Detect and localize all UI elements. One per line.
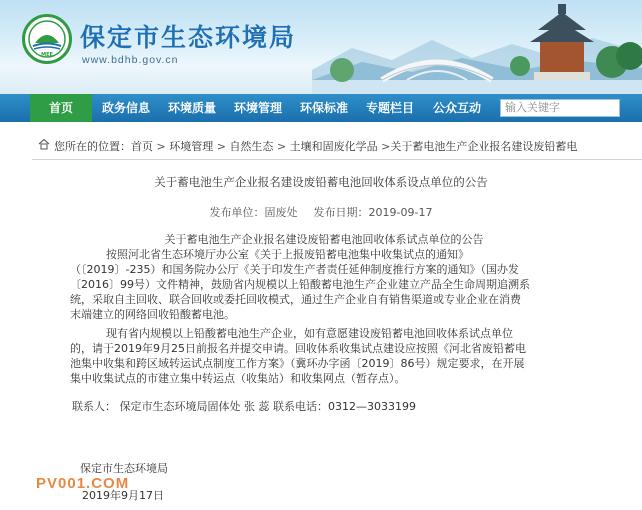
article-body <box>70 232 578 386</box>
breadcrumb-separator: > <box>381 140 391 153</box>
breadcrumb-separator: > <box>276 140 287 153</box>
nav-item-environment-quality[interactable]: 环境质量 <box>167 101 216 115</box>
publish-date: 发布日期：2019-09-17 <box>313 206 433 219</box>
breadcrumb-item-soil[interactable]: 土壤和固废化学品 <box>289 140 378 153</box>
breadcrumb-prefix: 您所在的位置： <box>54 140 131 153</box>
banner-scenery <box>312 0 642 94</box>
search-input[interactable]: 输入关键字 <box>500 99 620 117</box>
watermark: PV001.COM <box>36 475 130 492</box>
site-title: 保定市生态环境局 <box>80 23 297 52</box>
paragraph-line: （〔2019〕-235）和国务院办公厅《关于印发生产者责任延伸制度推行方案的通知》（国办发 <box>70 263 519 276</box>
signature-org: 保定市生态环境局 <box>80 462 168 475</box>
nav-item-home[interactable]: 首页 <box>30 94 92 122</box>
site-logo[interactable] <box>22 14 72 64</box>
article-title: 关于蓄电池生产企业报名建设废铅蓄电池回收体系设点单位的公告 <box>154 175 488 189</box>
nav-item-public-interaction[interactable]: 公众互动 <box>432 101 481 115</box>
paragraph-line: 末端建立的网络回收铅酸蓄电池。 <box>70 308 235 321</box>
breadcrumb-separator: > <box>216 140 226 153</box>
paragraph-line: 池集中收集和跨区域转运试点制度工作方案》（冀环办字函〔2019〕86号）规定要求，在开展 <box>70 357 525 370</box>
main-nav <box>0 94 642 122</box>
svg-text:MEE: MEE <box>41 52 53 58</box>
breadcrumb-divider <box>32 159 642 160</box>
paragraph-line: 按照河北省生态环境厅办公室《关于上报废铅蓄电池集中收集试点的通知》 <box>106 248 469 261</box>
article-meta <box>0 204 642 220</box>
paragraph-line: 的，请于2019年9月25日前报名并提交申请。回收体系收集试点建设应按照《河北省废铅蓄电 <box>70 342 526 355</box>
breadcrumb-item-home[interactable]: 首页 <box>131 140 153 153</box>
publish-unit: 发布单位：固废处 <box>209 206 298 219</box>
signature-date: 2019年9月17日 <box>82 489 164 502</box>
nav-item-special-topics[interactable]: 专题栏目 <box>365 101 414 115</box>
breadcrumb <box>0 134 642 158</box>
nav-item-government-info[interactable]: 政务信息 <box>101 101 150 115</box>
article-heading: 关于蓄电池生产企业报名建设废铅蓄电池回收体系试点单位的公告 <box>164 233 484 246</box>
home-icon <box>38 138 50 150</box>
breadcrumb-item-current[interactable]: 关于蓄电池生产企业报名建设废铅蓄电 <box>390 140 578 153</box>
breadcrumb-item-ecology[interactable]: 自然生态 <box>229 140 274 153</box>
mee-emblem-icon <box>27 19 67 59</box>
paragraph-line: 集中收集试点的市建立集中转运点（收集站）和收集网点（暂存点）。 <box>70 372 406 385</box>
contact-info: 联系人： 保定市生态环境局固体处 张 蕊 联系电话：0312—3033199 <box>72 400 416 413</box>
paragraph-line: 〔2016〕99号）文件精神，鼓励省内规模以上铅酸蓄电池生产企业建立产品全生命周期追溯系 <box>70 278 530 291</box>
site-header <box>0 0 642 94</box>
paragraph-line: 统，采取自主回收、联合回收或委托回收模式，通过生产企业自有销售渠道或专业企业在消费 <box>70 293 521 306</box>
nav-item-environment-standards[interactable]: 环保标准 <box>299 101 348 115</box>
breadcrumb-item-management[interactable]: 环境管理 <box>169 140 214 153</box>
breadcrumb-separator: > <box>156 140 166 153</box>
site-url: www.bdhb.gov.cn <box>82 54 179 66</box>
nav-item-environment-management[interactable]: 环境管理 <box>233 101 282 115</box>
paragraph-line: 现有省内规模以上铅酸蓄电池生产企业，如有意愿建设废铅蓄电池回收体系试点单位 <box>106 327 513 340</box>
